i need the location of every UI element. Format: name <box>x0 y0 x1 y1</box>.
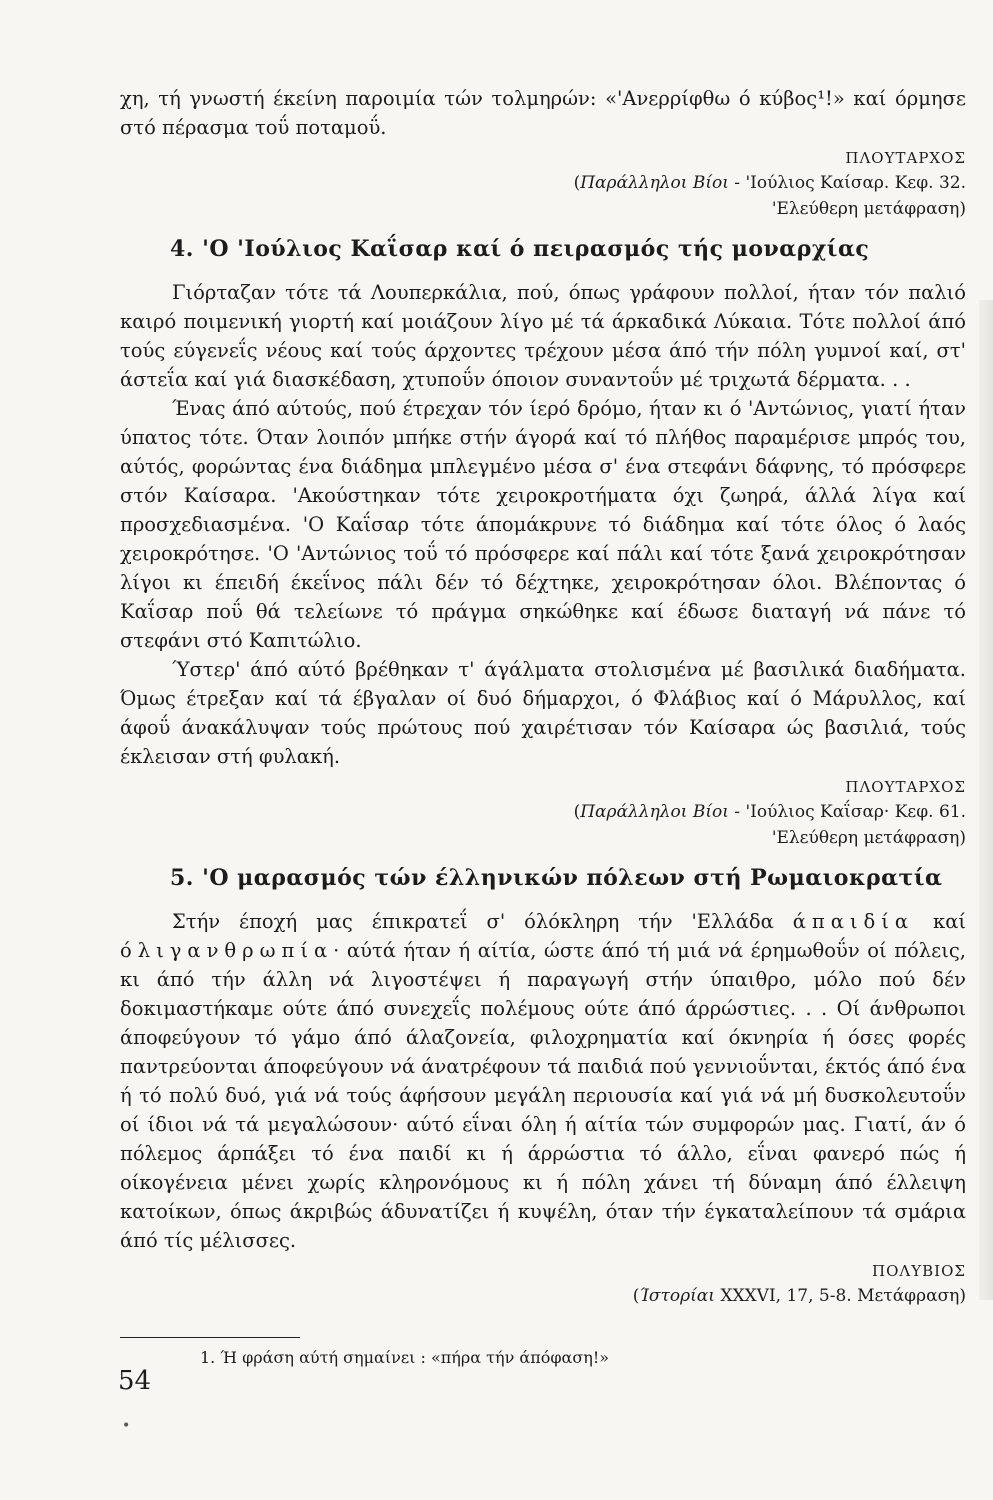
section-4-ref-rest: - 'Ιούλιος Καΐσαρ· Κεφ. 61. <box>728 802 966 822</box>
intro-reference-line2: 'Ελεύθερη μετάφραση) <box>771 199 966 219</box>
section-5-heading: 5. 'Ο μαρασμός τών έλληνικών πόλεων στή Ρωμαιοκρατία <box>170 865 943 891</box>
section-5-spaced-word-2: όλιγανθρωπία <box>120 939 334 962</box>
footnote-divider <box>120 1337 300 1338</box>
section-5-spaced-word-1: άπαιδία <box>792 910 915 933</box>
intro-paragraph: χη, τή γνωστή έκείνη παροιμία τών τολμηρών: «'Ανερρίφθω ό κύβος¹!» καί όρμησε στό πέρασμα τοΰ ποταμοΰ. <box>120 87 966 139</box>
section-4-ref-title: Παράλληλοι Βίοι <box>580 802 729 822</box>
section-4-heading: 4. 'Ο 'Ιούλιος Καΐσαρ καί ό πειρασμός τής μοναρχίας <box>170 236 870 262</box>
page-edge-shadow <box>979 300 993 1300</box>
section-4-paragraph-1: Γιόρταζαν τότε τά Λουπερκάλια, πού, όπως γράφουν πολλοί, ήταν τόν παλιό καιρό ποιμενική γιορτή καί μοιάζουν λίγο μέ τά άρκαδικά Λύκαια. Τότε πολλοί άπό τούς εύγενεΐς νέους καί τούς άρχοντες τρέχουν μέσα άπό τήν πόλη γυμνοί καί, στ' άστεΐα καί γιά διασκέδαση, χτυποΰν όποιον συναντοΰν μέ τριχωτά δέρματα. . . <box>120 281 966 391</box>
section-4-paragraph-3: Ύστερ' άπό αύτό βρέθηκαν τ' άγάλματα στολισμένα μέ βασιλικά διαδήματα. Όμως έτρεξαν καί τά έβγαλαν οί δυό δήμαρχοι, ό Φλάβιος καί ό Μάρυλλος, καί άφοΰ άνακάλυψαν τούς πρώτους πού χαιρέτισαν τόν Καίσαρα ώς βασιλιά, τούς έκλεισαν στή φυλακή. <box>120 658 966 768</box>
section-4-reference: (Παράλληλοι Βίοι - 'Ιούλιος Καΐσαρ· Κεφ. 61. <box>573 802 966 822</box>
section-5-ref-title: Ίστορίαι <box>639 1286 715 1306</box>
section-5-paragraph-1 <box>120 907 966 1255</box>
page-number: 54 <box>118 1366 152 1396</box>
section-4-source-author: ΠΛΟΥΤΑΡΧΟΣ <box>845 778 966 796</box>
section-5-text-a: Στήν έποχή μας έπικρατεΐ σ' όλόκληρη τήν 'Ελλάδα <box>172 910 793 933</box>
section-4-paragraph-2: Ένας άπό αύτούς, πού έτρεχαν τόν ίερό δρόμο, ήταν κι ό 'Αντώνιος, γιατί ήταν ύπατος τότε. Όταν λοιπόν μπήκε στήν άγορά καί τό πλήθος παραμέρισε μπρός του, αύτός, φορώντας ένα διάδημα μπλεγμένο μέσα σ' ένα στεφάνι δάφνης, τό πρόσφερε στόν Καίσαρα. 'Ακούστηκαν τότε χειροκροτήματα όχι ζωηρά, άλλά λίγα καί προσχεδιασμένα. 'Ο Καΐσαρ τότε άπομάκρυνε τό διάδημα καί τότε όλος ό λαός χειροκρότησε. 'Ο 'Αντώνιος τοΰ τό πρόσφερε καί πάλι καί τότε ξανά χειροκρότησαν λίγοι κι έπειδή έκεΐνος πάλι δέν τό δέχτηκε, χειροκρότησαν όλοι. Βλέποντας ό Καΐσαρ ποΰ θά τελείωνε τό πράγμα σηκώθηκε καί έδωσε διαταγή νά πάνε τό στεφάνι στό Καπιτώλιο. <box>120 397 966 652</box>
intro-ref-title: Παράλληλοι Βίοι <box>580 173 729 193</box>
section-5-source-author: ΠΟΛΥΒΙΟΣ <box>872 1262 966 1280</box>
footnote: 1. Ή φράση αύτή σημαίνει : «πήρα τήν άπόφαση!» <box>200 1348 610 1367</box>
intro-reference: (Παράλληλοι Βίοι - 'Ιούλιος Καίσαρ. Κεφ. 32. <box>573 173 966 193</box>
section-5-text-c: · αύτά ήταν ή αίτία, ώστε άπό τή μιά νά έρημωθοΰν οί πόλεις, κι άπό τήν άλλη νά λιγοστέψει ή παραγωγή στήν ύπαιθρο, μόλο πού δέν δοκιμαστήκαμε ούτε άπό συνεχεΐς πολέμους ούτε άπό άρρώστιες. . . Οί άνθρωποι άποφεύγουν τό γάμο άπό άλαζονεία, φιλοχρηματία καί όκνηρία ή όσες φορές παντρεύονται άποφεύγουν νά άνατρέφουν τά παιδιά πού γεννιοΰνται, έκτός άπό ένα ή τό πολύ δυό, γιά νά τούς άφήσουν μεγάλη περιουσία καί γιά νά μή δυσκολευτοΰν οί ίδιοι νά τά μεγαλώσουν· αύτό εΐναι όλη ή αίτία τών συμφορών μας. Γιατί, άν ό πόλεμος άρπάξει τό ένα παιδί κι ή άρρώστια τό άλλο, εΐναι φανερό πώς ή οίκογένεια μένει χωρίς κληρονόμους κι ή πόλη χάνει τή δύναμη άπό έλλειψη κατοίκων, όπως άκριβώς άδυνατίζει ή κυψέλη, όταν τήν έγκαταλείπουν τά σμάρια άπό τίς μέλισσες. <box>120 939 966 1252</box>
section-4-reference-line2: 'Ελεύθερη μετάφραση) <box>771 828 966 848</box>
page-body <box>120 84 966 1309</box>
section-5-ref-rest: XXXVI, 17, 5-8. Μετάφραση) <box>714 1286 966 1306</box>
section-5-reference: (Ίστορίαι XXXVI, 17, 5-8. Μετάφραση) <box>632 1286 966 1306</box>
intro-source-author: ΠΛΟΥΤΑΡΧΟΣ <box>845 149 966 167</box>
print-speck: • <box>122 1418 131 1434</box>
section-5-text-b: καί <box>914 910 967 933</box>
intro-ref-rest: - 'Ιούλιος Καίσαρ. Κεφ. 32. <box>728 173 966 193</box>
